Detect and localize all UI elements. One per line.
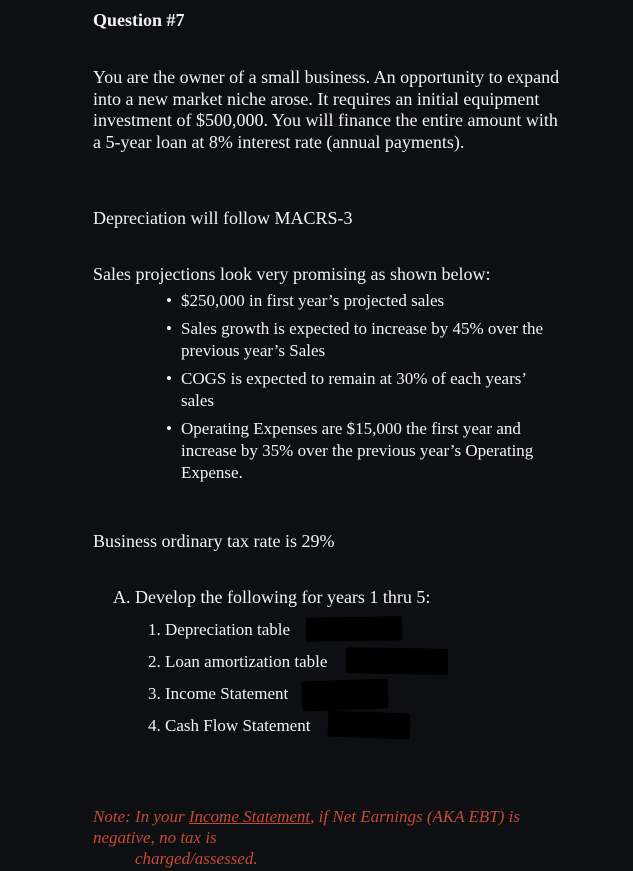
note-middle: , if Net Earnings (AKA EBT) is negative, no tax is — [93, 807, 520, 847]
bullet-icon: • — [166, 319, 172, 338]
sales-heading: Sales projections look very promising as shown below: — [93, 264, 491, 284]
task-list — [148, 619, 327, 747]
intro-paragraph: You are the owner of a small business. An opportunity to expand into a new market niche arose. It requires an initial equipment investment of $500,000. You will finance the entire amount with a 5-year loan at 8% interest rate (annual payments). — [93, 67, 560, 152]
depreciation-paragraph: Depreciation will follow MACRS-3 — [93, 208, 353, 228]
bullet-item — [166, 290, 546, 312]
bullet-text: COGS is expected to remain at 30% of each years’ sales — [181, 369, 526, 410]
part-a-heading: A. Develop the following for years 1 thru 5: — [113, 587, 431, 607]
bullet-text: Sales growth is expected to increase by 45% over the previous year’s Sales — [181, 319, 544, 360]
task-item: 1. Depreciation table — [148, 620, 291, 639]
note-prefix: Note: In your — [93, 807, 189, 826]
bullet-text: Operating Expenses are $15,000 the first year and increase by 35% over the previous year’s Operating Expense. — [181, 419, 534, 482]
redaction-mark — [328, 711, 411, 740]
bullet-item — [166, 368, 546, 412]
bullet-icon: • — [166, 419, 172, 438]
note-underlined-term: Income Statement — [188, 807, 311, 826]
redaction-mark — [346, 647, 448, 675]
question-title: Question #7 — [93, 10, 185, 30]
note-last-line: charged/assessed. — [135, 849, 258, 868]
redaction-mark — [306, 616, 402, 642]
note-paragraph — [93, 806, 533, 869]
bullet-icon: • — [166, 291, 172, 310]
bullet-item — [166, 318, 546, 362]
task-item: 4. Cash Flow Statement — [148, 716, 311, 735]
bullet-icon: • — [166, 369, 172, 388]
task-item: 3. Income Statement — [148, 684, 289, 703]
bullet-item — [166, 418, 546, 484]
redaction-mark — [302, 679, 389, 712]
bullet-text: $250,000 in first year’s projected sales — [181, 291, 445, 310]
task-item: 2. Loan amortization table — [148, 652, 328, 671]
tax-rate-paragraph: Business ordinary tax rate is 29% — [93, 531, 335, 551]
sales-bullet-list — [166, 290, 546, 490]
